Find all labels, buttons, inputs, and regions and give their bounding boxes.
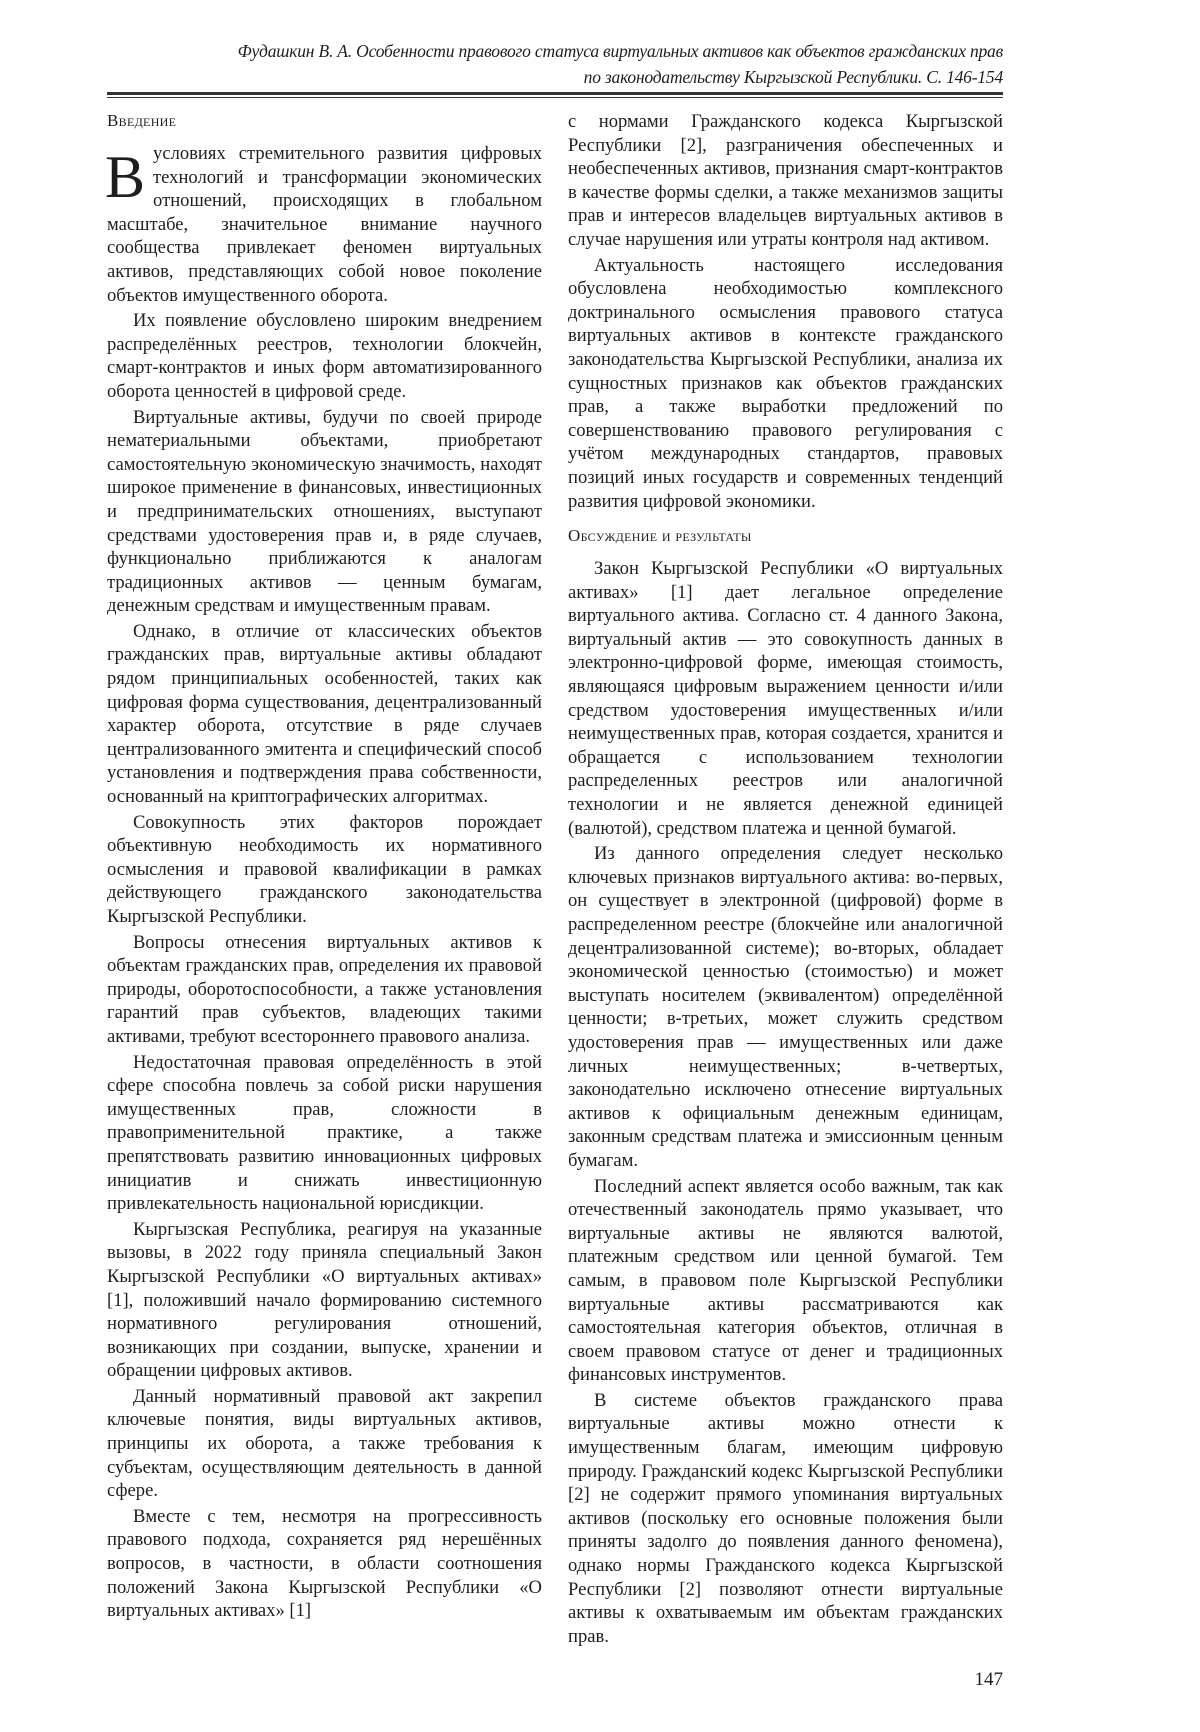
header-rule xyxy=(107,92,1003,98)
running-header xyxy=(107,38,1003,90)
paragraph: Совокупность этих факторов порождает объективную необходимость их нормативного осмысления и правовой квалификации в рамках действующего гражданского законодательства Кыргызской Республики. xyxy=(107,811,542,929)
section-heading-introduction: Введение xyxy=(107,110,542,132)
section-heading-discussion: Обсуждение и результаты xyxy=(568,525,1003,547)
paragraph: Кыргызская Республика, реагируя на указанные вызовы, в 2022 году приняла специальный Закон Кыргызской Республики «О виртуальных активах» [1], положивший начало формированию системного нормативного регулирования отношений, возникающих при создании, выпуске, хранении и обращении цифровых активов. xyxy=(107,1218,542,1383)
page xyxy=(0,0,1200,1732)
drop-cap: В xyxy=(105,142,145,212)
body-columns xyxy=(107,110,1003,1650)
paragraph xyxy=(107,142,542,307)
page-number: 147 xyxy=(107,1668,1003,1692)
running-header-line-1: Фудашкин В. А. Особенности правового статуса виртуальных активов как объектов гражданских прав xyxy=(107,38,1003,64)
paragraph: Однако, в отличие от классических объектов гражданских прав, виртуальные активы обладают рядом принципиальных особенностей, таких как цифровая форма существования, децентрализованный характер оборота, отсутствие в ряде случаев централизованного эмитента и специфический способ установления и подтверждения права собственности, основанный на криптографических алгоритмах. xyxy=(107,620,542,809)
paragraph: Вместе с тем, несмотря на прогрессивность правового подхода, сохраняется ряд нерешённых вопросов, в частности, в области соотношения положений Закона Кыргызской Республики «О виртуальных активах» [1] xyxy=(107,1505,542,1623)
paragraph: В системе объектов гражданского права виртуальные активы можно отнести к имущественным благам, имеющим цифровую природу. Гражданский кодекс Кыргызской Республики [2] не содержит прямого упоминания виртуальных активов (поскольку его основные положения были приняты задолго до появления данного феномена), однако нормы Гражданского кодекса Кыргызской Республики [2] позволяют отнести виртуальные активы к охватываемым им объектам гражданских прав. xyxy=(568,1389,1003,1649)
paragraph: Их появление обусловлено широким внедрением распределённых реестров, технологии блокчейн, смарт-контрактов и иных форм автоматизированного оборота ценностей в цифровой среде. xyxy=(107,309,542,403)
paragraph: Недостаточная правовая определённость в этой сфере способна повлечь за собой риски нарушения имущественных прав, сложности в правоприменительной практике, а также препятствовать развитию инновационных цифровых инициатив и снижать инвестиционную привлекательность национальной юрисдикции. xyxy=(107,1051,542,1216)
paragraph: Последний аспект является особо важным, так как отечественный законодатель прямо указывает, что виртуальные активы не являются валютой, платежным средством или ценной бумагой. Тем самым, в правовом поле Кыргызской Республики виртуальные активы рассматриваются как самостоятельная категория объектов, отличная в своем правовом статусе от денег и традиционных финансовых инструментов. xyxy=(568,1175,1003,1387)
left-column xyxy=(107,110,542,1625)
right-column xyxy=(568,110,1003,1650)
paragraph: Из данного определения следует несколько ключевых признаков виртуального актива: во-первых, он существует в электронной (цифровой) форме в распределенном реестре (блокчейне или аналогичной децентрализованной системе); во-вторых, обладает экономической ценностью (стоимостью) и может выступать носителем (эквивалентом) определённой ценности; в-третьих, может служить средством удостоверения прав — имущественных или даже личных неимущественных; в-четвертых, законодательно исключено отнесение виртуальных активов к официальным денежным единицам, законным средствам платежа и эмиссионным ценным бумагам. xyxy=(568,842,1003,1172)
paragraph: Актуальность настоящего исследования обусловлена необходимостью комплексного доктринального осмысления правового статуса виртуальных активов в контексте гражданского законодательства Кыргызской Республики, анализа их сущностных признаков как объектов гражданских прав, а также выработки предложений по совершенствованию правового регулирования с учётом международных стандартов, правовых позиций иных государств и современных тенденций развития цифровой экономики. xyxy=(568,254,1003,514)
running-header-line-2: по законодательству Кыргызской Республики. С. 146-154 xyxy=(107,64,1003,90)
paragraph-text: условиях стремительного развития цифровых технологий и трансформации экономических отношений, происходящих в глобальном масштабе, значительное внимание научного сообщества привлекает феномен виртуальных активов, представляющих собой новое поколение объектов имущественного оборота. xyxy=(107,143,542,306)
paragraph: Виртуальные активы, будучи по своей природе нематериальными объектами, приобретают самостоятельную экономическую значимость, находят широкое применение в финансовых, инвестиционных и предпринимательских отношениях, выступают средствами удостоверения прав и, в ряде случаев, функционально приближаются к аналогам традиционных активов — ценным бумагам, денежным средствам и имущественным правам. xyxy=(107,406,542,618)
paragraph: Данный нормативный правовой акт закрепил ключевые понятия, виды виртуальных активов, принципы их оборота, а также требования к субъектам, осуществляющим деятельность в данной сфере. xyxy=(107,1385,542,1503)
paragraph: Закон Кыргызской Республики «О виртуальных активах» [1] дает легальное определение виртуального актива. Согласно ст. 4 данного Закона, виртуальный актив — это совокупность данных в электронно-цифровой форме, имеющая стоимость, являющаяся цифровым выражением ценности и/или средством удостоверения имущественных и/или неимущественных прав, которая создается, хранится и обращается с использованием технологии распределенных реестров или аналогичной технологии и не является денежной единицей (валютой), средством платежа и ценной бумагой. xyxy=(568,557,1003,840)
paragraph-continued: с нормами Гражданского кодекса Кыргызской Республики [2], разграничения обеспеченных и необеспеченных активов, признания смарт-контрактов в качестве формы сделки, а также механизмов защиты прав и интересов владельцев виртуальных активов в случае нарушения или утраты контроля над активом. xyxy=(568,110,1003,252)
paragraph: Вопросы отнесения виртуальных активов к объектам гражданских прав, определения их правовой природы, оборотоспособности, а также установления гарантий прав субъектов, владеющих такими активами, требуют всестороннего правового анализа. xyxy=(107,931,542,1049)
